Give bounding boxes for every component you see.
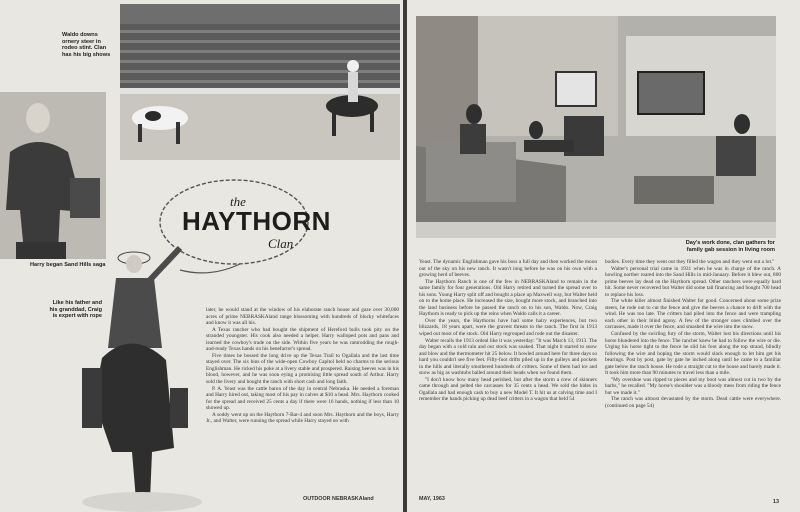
- left-paragraph: later, he would stand at the window of his elaborate ranch house and gaze over 30,000 acres of prime NEBRASKAland range blossoming with hundreds of blocky whitefaces and know it was all his.: [206, 307, 399, 327]
- right-paragraph: Confused by the swirling fury of the storm, Walter lost his directions until his horse blundered into the fence. The rancher knew he had to follow the wire or die. Urging his horse tight to the fence he slid his foot along the top strand, blindly following the wire and hoping the storm would slack enough to let him get his bearings. Post by post, gate by gate he inched along until he came to a familiar gate below the ranch house. He rode a straight cut to the house and barely made it. It took him more than 90 minutes to travel less than a mile.: [605, 331, 781, 377]
- living-room-caption: Day's work done, clan gathers for family gab session in living room: [685, 240, 775, 253]
- right-paragraph: The ranch was almost devastated by the storm. Dead cattle were everywhere. (continued on page 54): [605, 396, 781, 410]
- right-paragraph: The white killer almost finished Walter for good. Concerned about some prize steers, he rode out to cut the fence and give the beeves a chance to drift with the wind. He was too late. The critters had piled into the fence and were trampling each other in their blind agony. A few of the stronger ones climbed over the carcasses, made it over the fence, and smashed the wire into the snow.: [605, 298, 781, 331]
- right-paragraph: "I don't know how many head perished, but after the storm a crew of skinners came through and pelted the carcasses for 35 cents a head. We sold the hides in Ogallala and had enough cash to buy a new Model T. It hit us at calving time and I remember the hands picking up dead beef critters in a wagon that held 54: [419, 376, 597, 403]
- right-paragraph: The Haythorn Ranch is one of the few in NEBRASKAland to remain in the same family for four generations. Old Harry retired and turned the spread over to his sons. Young Harry split off and bought a place up Maxwell way, but Walter held on to the home place. He increased the size, bought more stock, and branched into the land business before he passed the ranch on to his son, Waldo. Now, Craig Haythorn is ready to pick up the reins when Waldo calls it a career.: [419, 278, 597, 318]
- left-footer: OUTDOOR NEBRASKAland: [303, 496, 374, 502]
- waldo-caption: Waldo downs ornery steer in rodeo stint. Clan has his big shows: [62, 32, 111, 58]
- right-paragraph: Walter's personal trial came in 1931 when he was in charge of the ranch. A howling norther roared into the Sand Hills in mid-January. Before it blew out, 800 prime beeves lay dead on the Haythorn spread. Other ranchers were equally hard hit. Some never recovered but Walter did some tall financing and bought 700 head to replace his loss.: [605, 265, 781, 298]
- living-room-scene: [416, 16, 776, 238]
- title-the: the: [230, 194, 246, 209]
- left-paragraph: P. A. Yeast was the cattle baron of the day in central Nebraska. He needed a foreman and Harry hired out, taking most of his pay in calves at $10 a head. Mrs. Haythorn cooked for the spread and received 25 cents a day if there were 16 hands, nothing if less than 10 showed up.: [206, 385, 399, 412]
- right-paragraph: Walter recalls the 1913 ordeal like it was yesterday: "It was March 13, 1913. The day began with a cold rain and our stock was soaked. That night it started to snow and blow and the thermometer hit 25 below. It howled around here for three days so hard you couldn't see five feet. Fifty-foot drifts piled up in the gulleys and pockets in the hills and literally smothered hundreds of critters. Some of them had ice and snow as big as washtubs balled around their heads when we found them.: [419, 337, 597, 377]
- title-clan: Clan: [268, 236, 294, 251]
- right-body-column-1: [419, 259, 597, 403]
- right-paragraph: bodies. Every time they went out they filled the wagon and they went out a lot.": [605, 259, 775, 265]
- right-paragraph: Over the years, the Haythorns have had some hairy experiences, but two blizzards, 18 years apart, were the gravest threats to the ranch. The first in 1913 wiped out most of the stock. Old Harry regrouped and rode out the disaster.: [419, 317, 597, 338]
- left-body-column: [206, 307, 399, 425]
- right-footer-date: MAY, 1963: [419, 496, 445, 502]
- craig-horse-photo: [62, 238, 202, 512]
- left-paragraph: A Texas rancher who had bought the shipment of Hereford bulls took pity on the stranded youngster. His cook also needed a helper. Harry walloped pots and pans and learned the cowboy's trade on the side. Within five years he was ramrodding the rough-and-ready Texas hands on his benefactor's spread.: [206, 326, 399, 353]
- page-title: HAYTHORN: [182, 206, 331, 236]
- harry-portrait: [0, 92, 106, 259]
- page-number: 13: [773, 499, 779, 505]
- right-paragraph: Yeast. The dynamic Englishman gave his boss a full day and then worked the moon out of the sky on his new ranch. It wasn't long before he was on his own with a growing herd of beeves.: [419, 259, 597, 279]
- rodeo-scene: [120, 4, 400, 160]
- rodeo-photo: [120, 4, 400, 160]
- left-paragraph: A soddy went up on the Haythorn 7-Bar-4 and soon Mrs. Haythorn and the boys, Harry Jr., and Walter, were running the spread while Harry stayed on with: [206, 411, 399, 425]
- living-room-photo: [416, 16, 776, 238]
- right-body-column-2: [605, 259, 781, 410]
- craig-caption: Like his father and his granddad, Craig is expert with rope: [49, 300, 102, 320]
- horse-rider: [62, 238, 202, 512]
- harry-caption: Harry began Sand Hills saga: [30, 262, 106, 268]
- right-page: [407, 0, 800, 512]
- left-paragraph: Five times he bossed the long drive up the Texas Trail to Ogallala and the last time stayed over. The six bins of the wide-open Cowboy Capitol held no charms to the serious Englishman. He ricked his poke at a livery stable and prospered. Raising beeves was in his blood, however, and he was soon eying a promising little spread south of Arthur. Harry sold the livery and bought the ranch with short cash and long faith.: [206, 352, 399, 386]
- portrait-figure: [0, 92, 106, 259]
- right-paragraph: "My overshoe was ripped to pieces and my boot was almost cut in two by the barbs," he recalled. "My horse's shoulder was a bloody mess from riding the fence but we made it.": [605, 376, 781, 396]
